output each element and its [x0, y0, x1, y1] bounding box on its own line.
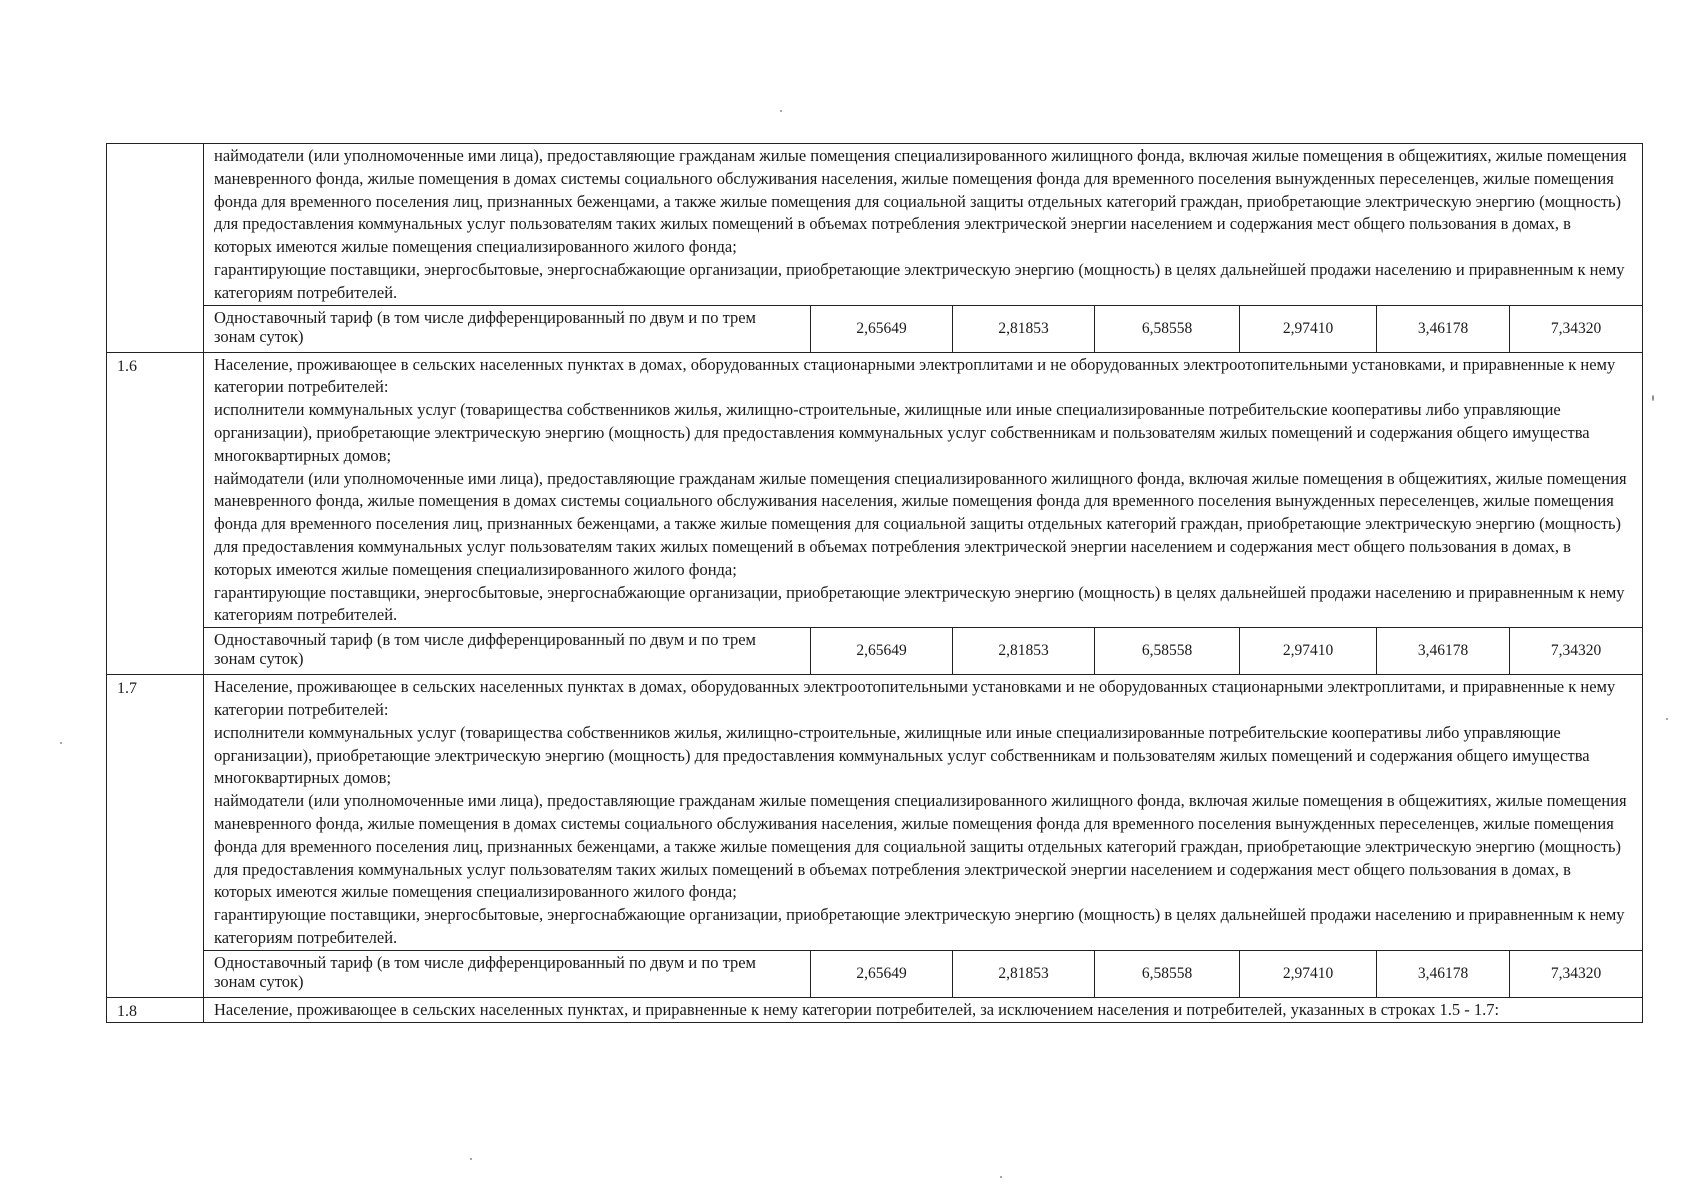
tariff-value: 7,34320: [1510, 950, 1643, 997]
tariff-value: 2,97410: [1240, 628, 1377, 675]
tariff-row: [107, 628, 1643, 675]
tariff-value: 3,46178: [1377, 305, 1510, 352]
tariff-value: 7,34320: [1510, 305, 1643, 352]
tariff-label: Одноставочный тариф (в том числе дифференцированный по двум и по трем зонам суток): [204, 628, 811, 675]
description-paragraph: Население, проживающее в сельских населенных пунктах в домах, оборудованных электроотопительными установками и не оборудованных стационарными электроплитами, и приравненные к нему категории потребителей:: [214, 677, 1616, 719]
tariff-value: 2,65649: [811, 950, 953, 997]
consumer-description-cell: [204, 144, 1643, 306]
consumer-description-cell: [204, 675, 1643, 951]
tariff-value: 2,65649: [811, 628, 953, 675]
tariff-value: 6,58558: [1095, 305, 1240, 352]
description-paragraph: Население, проживающее в сельских населенных пунктах, и приравненные к нему категории потребителей, за исключением населения и потребителей, указанных в строках 1.5 - 1.7:: [214, 999, 1500, 1019]
tariff-value: 2,81853: [953, 628, 1095, 675]
row-number-cell: [107, 144, 204, 353]
row-number: 1.6: [107, 352, 204, 675]
consumer-description-cell: [204, 997, 1643, 1022]
tariff-value: 7,34320: [1510, 628, 1643, 675]
row-number: 1.7: [107, 675, 204, 998]
tariff-value: 2,81853: [953, 950, 1095, 997]
description-paragraph: исполнители коммунальных услуг (товарищества собственников жилья, жилищно-строительные, жилищные или иные специализированные потребительские кооперативы либо управляющие организации), приобретающие электрическую энергию (мощность) для предоставления коммунальных услуг собственникам и пользователям жилых помещений и содержания общего имущества многоквартирных домов;: [214, 722, 1590, 788]
row-number: 1.8: [107, 997, 204, 1022]
table-row-continuation: [107, 144, 1643, 306]
tariff-value: 2,65649: [811, 305, 953, 352]
tariff-value: 6,58558: [1095, 950, 1240, 997]
tariff-value: 2,97410: [1240, 950, 1377, 997]
tariff-value: 2,97410: [1240, 305, 1377, 352]
description-paragraph: гарантирующие поставщики, энергосбытовые, энергоснабжающие организации, приобретающие электрическую энергию (мощность) в целях дальнейшей продажи населению и приравненным к нему категориям потребителей.: [214, 905, 1625, 947]
description-paragraph: наймодатели (или уполномоченные ими лица), предоставляющие гражданам жилые помещения специализированного жилищного фонда, включая жилые помещения в общежитиях, жилые помещения маневренного фонда, жилые помещения в домах системы социального обслуживания населения, жилые помещения фонда для временного поселения вынужденных переселенцев, жилые помещения фонда для временного поселения лиц, признанных беженцами, а также жилые помещения для социальной защиты отдельных категорий граждан, приобретающие электрическую энергию (мощность) для предоставления коммунальных услуг пользователям таких жилых помещений в объемах потребления электрической энергии населением и содержания мест общего пользования в домах, в которых имеются жилые помещения специализированного жилого фонда;: [214, 146, 1627, 257]
consumer-description-cell: [204, 352, 1643, 628]
scan-speck: [780, 110, 782, 112]
tariff-row: [107, 305, 1643, 352]
description-paragraph: Население, проживающее в сельских населенных пунктах в домах, оборудованных стационарными электроплитами и не оборудованных электроотопительными установками, и приравненные к нему категории потребителей:: [214, 354, 1616, 397]
tariff-value: 2,81853: [953, 305, 1095, 352]
description-paragraph: гарантирующие поставщики, энергосбытовые, энергоснабжающие организации, приобретающие электрическую энергию (мощность) в целях дальнейшей продажи населению и приравненным к нему категориям потребителей.: [214, 259, 1625, 302]
scan-speck: [1652, 395, 1654, 401]
description-paragraph: наймодатели (или уполномоченные ими лица), предоставляющие гражданам жилые помещения специализированного жилищного фонда, включая жилые помещения в общежитиях, жилые помещения маневренного фонда, жилые помещения в домах системы социального обслуживания населения, жилые помещения фонда для временного поселения вынужденных переселенцев, жилые помещения фонда для временного поселения лиц, признанных беженцами, а также жилые помещения для социальной защиты отдельных категорий граждан, приобретающие электрическую энергию (мощность) для предоставления коммунальных услуг пользователям таких жилых помещений в объемах потребления электрической энергии населением и содержания мест общего пользования в домах, в которых имеются жилые помещения специализированного жилого фонда;: [214, 791, 1627, 902]
tariff-table: [106, 143, 1643, 1023]
scan-speck: [1666, 718, 1668, 720]
description-paragraph: гарантирующие поставщики, энергосбытовые, энергоснабжающие организации, приобретающие электрическую энергию (мощность) в целях дальнейшей продажи населению и приравненным к нему категориям потребителей.: [214, 582, 1625, 625]
tariff-row: [107, 950, 1643, 997]
table-row-1-6: [107, 352, 1643, 628]
description-paragraph: исполнители коммунальных услуг (товарищества собственников жилья, жилищно-строительные, жилищные или иные специализированные потребительские кооперативы либо управляющие организации), приобретающие электрическую энергию (мощность) для предоставления коммунальных услуг собственникам и пользователям жилых помещений и содержания общего имущества многоквартирных домов;: [214, 400, 1590, 465]
scan-speck: [60, 742, 62, 744]
tariff-value: 3,46178: [1377, 628, 1510, 675]
tariff-label: Одноставочный тариф (в том числе дифференцированный по двум и по трем зонам суток): [204, 305, 811, 352]
tariff-value: 3,46178: [1377, 950, 1510, 997]
table-row-1-8: [107, 997, 1643, 1022]
tariff-label: Одноставочный тариф (в том числе дифференцированный по двум и по трем зонам суток): [204, 950, 811, 997]
scan-speck: [1000, 1176, 1002, 1178]
description-paragraph: наймодатели (или уполномоченные ими лица), предоставляющие гражданам жилые помещения специализированного жилищного фонда, включая жилые помещения в общежитиях, жилые помещения маневренного фонда, жилые помещения в домах системы социального обслуживания населения, жилые помещения фонда для временного поселения вынужденных переселенцев, жилые помещения фонда для временного поселения лиц, признанных беженцами, а также жилые помещения для социальной защиты отдельных категорий граждан, приобретающие электрическую энергию (мощность) для предоставления коммунальных услуг пользователям таких жилых помещений в объемах потребления электрической энергии населением и содержания мест общего пользования в домах, в которых имеются жилые помещения специализированного жилого фонда;: [214, 468, 1627, 579]
table-row-1-7: [107, 675, 1643, 951]
tariff-value: 6,58558: [1095, 628, 1240, 675]
scan-speck: [470, 1158, 472, 1160]
